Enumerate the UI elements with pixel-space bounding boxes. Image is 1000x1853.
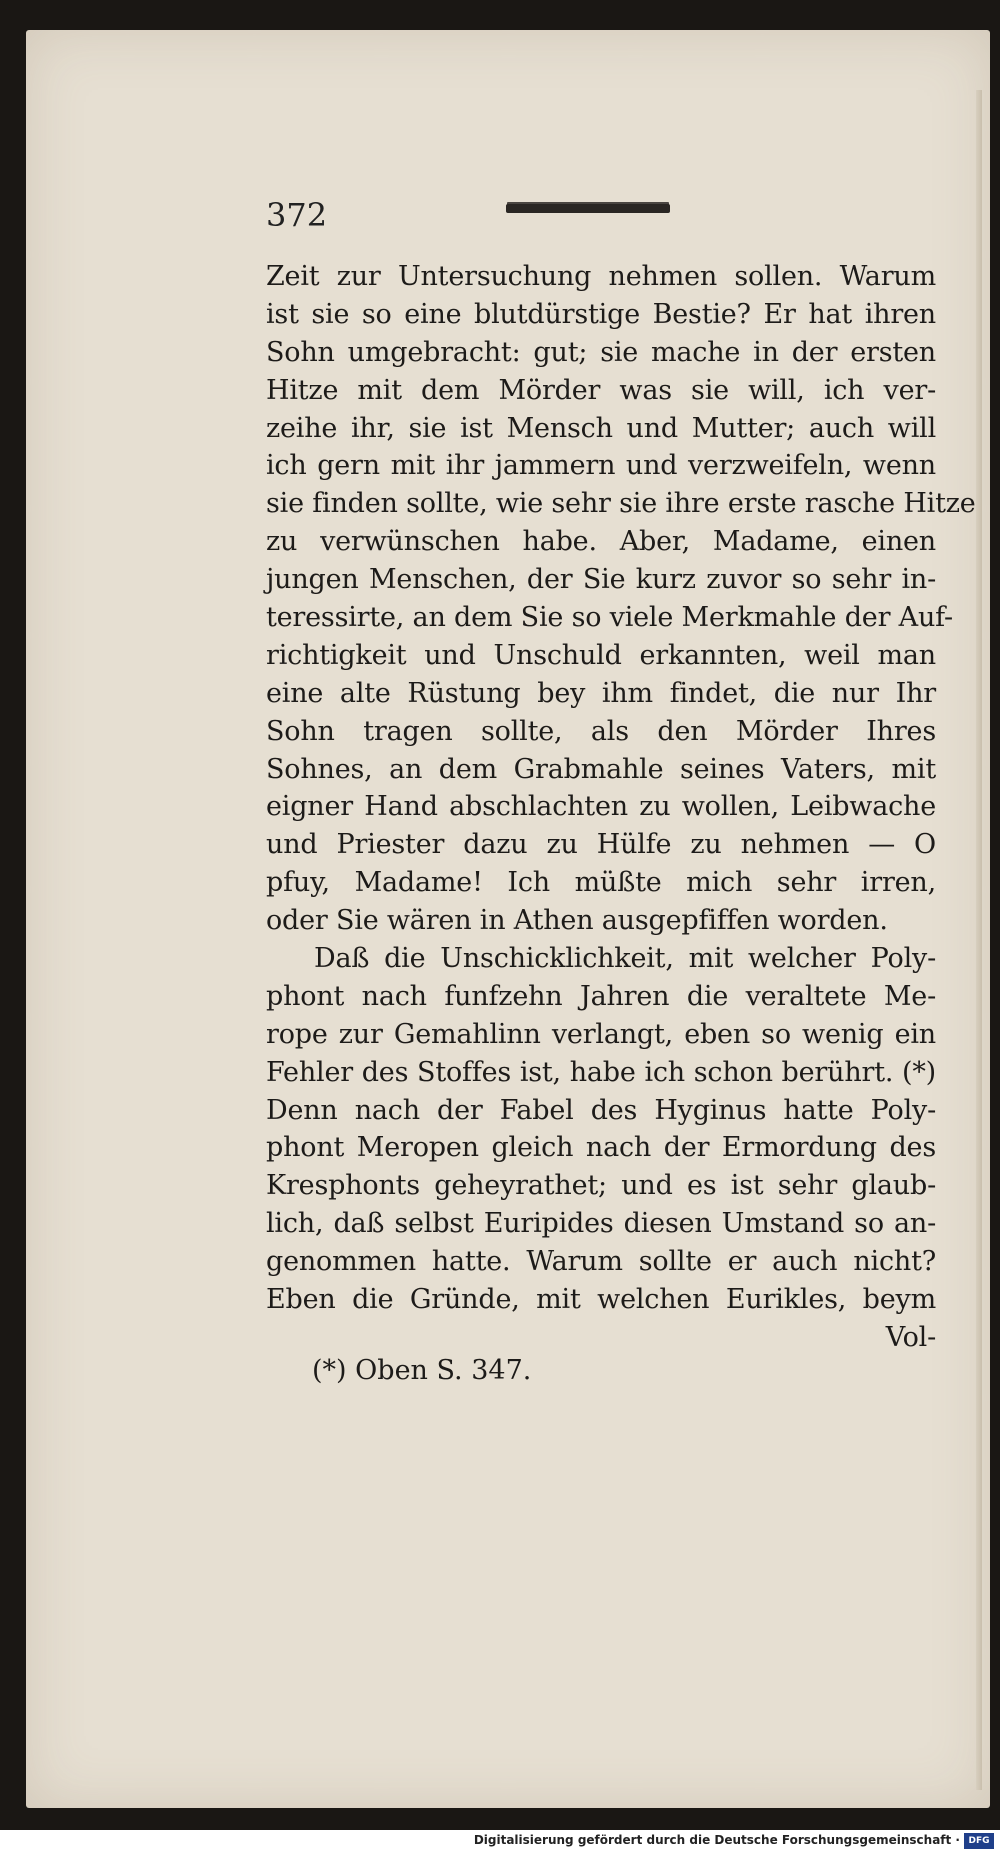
text-line: pfuy, Madame! Ich müßte mich sehr irren, — [266, 867, 936, 899]
text-line: Sohnes, an dem Grabmahle seines Vaters, mit — [266, 753, 936, 785]
dfg-logo: DFG — [964, 1833, 994, 1849]
text-line: sie finden sollte, wie sehr sie ihre erste rasche Hitze — [266, 488, 976, 520]
ornament-rule — [506, 204, 670, 213]
text-line: lich, daß selbst Euripides diesen Umstand so an- — [266, 1208, 936, 1240]
catchword: Vol- — [885, 1321, 936, 1353]
text-line: zu verwünschen habe. Aber, Madame, einen — [266, 526, 936, 558]
text-line: Fehler des Stoffes ist, habe ich schon berührt. (*) — [266, 1056, 936, 1088]
funding-credit: Digitalisierung gefördert durch die Deutsche Forschungsgemeinschaft · — [473, 1833, 960, 1847]
text-line: eigner Hand abschlachten zu wollen, Leibwache — [266, 791, 936, 823]
text-line: oder Sie wären in Athen ausgepfiffen worden. — [266, 905, 888, 937]
page-number: 372 — [266, 196, 328, 234]
text-line: rope zur Gemahlinn verlangt, eben so wenig ein — [266, 1018, 936, 1050]
text-line: phont Meropen gleich nach der Ermordung des — [266, 1132, 936, 1164]
text-line: Hitze mit dem Mörder was sie will, ich ver- — [266, 374, 936, 406]
text-line: genommen hatte. Warum sollte er auch nicht? — [266, 1246, 936, 1278]
text-line: phont nach funfzehn Jahren die veraltete Me- — [266, 980, 936, 1012]
footnote: (*) Oben S. 347. — [312, 1355, 532, 1386]
text-line: Sohn tragen sollte, als den Mörder Ihres — [266, 715, 936, 747]
text-line: jungen Menschen, der Sie kurz zuvor so sehr in- — [266, 564, 936, 596]
text-line: teressirte, an dem Sie so viele Merkmahle der Auf- — [266, 602, 953, 634]
text-line: Zeit zur Untersuchung nehmen sollen. Warum — [266, 261, 936, 292]
footer-bar — [0, 1830, 1000, 1853]
text-line: richtigkeit und Unschuld erkannten, weil man — [266, 639, 936, 671]
text-line: ich gern mit ihr jammern und verzweifeln, wenn — [266, 450, 936, 482]
text-line: Daß die Unschicklichkeit, mit welcher Poly- — [314, 943, 936, 975]
text-line: und Priester dazu zu Hülfe zu nehmen — O — [266, 829, 936, 861]
text-line: eine alte Rüstung bey ihm findet, die nur Ihr — [266, 677, 936, 709]
text-line: Denn nach der Fabel des Hyginus hatte Poly- — [266, 1094, 936, 1126]
text-line: Sohn umgebracht: gut; sie mache in der ersten — [266, 336, 936, 368]
text-line: Eben die Gründe, mit welchen Eurikles, beym — [266, 1284, 936, 1316]
body-text — [266, 258, 976, 1357]
page-edge — [976, 90, 982, 1790]
text-line: Kresphonts geheyrathet; und es ist sehr glaub- — [266, 1170, 936, 1202]
page-header — [266, 196, 936, 236]
text-line: ist sie so eine blutdürstige Bestie? Er hat ihren — [266, 298, 936, 330]
text-line: zeihe ihr, sie ist Mensch und Mutter; auch will — [266, 412, 936, 444]
